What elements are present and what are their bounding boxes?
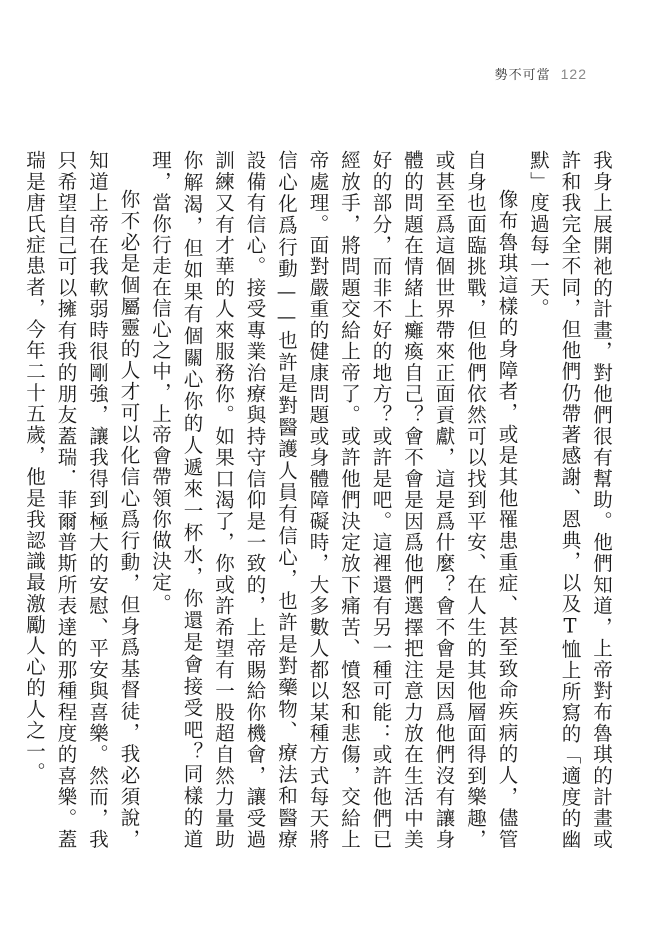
paragraph-1: 我身上展開祂的計畫，對他們很有幫助。他們知道，上帝對布魯琪的計畫或許和我完全不同，但他們仍帶著感謝、恩典，以及T恤上所寫的「適度的幽默」度過每一天。 bbox=[527, 150, 613, 850]
paragraph-3: 你不必是個屬靈的人才可以化信心爲行動，但身爲基督徒，我必須說，知道上帝在我軟弱時很剛強，讓我得到極大的安慰、平安與喜樂。然而，我只希望自己可以擁有我的朋友蓋瑞．菲爾普斯所表達的那種程度的喜樂。蓋瑞是唐氏症患者，今年二十五歲，他是我認識最激勵人心的人之一。 bbox=[23, 150, 141, 850]
book-title: 勢不可當 bbox=[494, 68, 551, 83]
paragraph-2: 像布魯琪這樣的身障者，或是其他罹患重症、甚至致命疾病的人，儘管自身也面臨挑戰，但他們依然可以找到平安、在人生的其他層面得到樂趣，或甚至爲這個世界帶來正面貢獻，這是爲什麼？會不會是因爲他們沒有讓身體的問題在情緒上癱瘓自己？會不會是因爲他們選擇把注意力放在生活中美好的部分，而非不好的地方？或許是吧。這裡還有另一種可能：或許他們已經放手，將問題交給上帝了。或許他們決定放下痛苦、憤怒和悲傷，交給上帝處理。面對嚴重的健康問題或身體障礙時，大多數人都以某種方式每天將信心化爲行動——也許是對醫護人員有信心，也許是對藥物、療法和醫療設備有信心。接受專業治療與持守信仰是一致的，上帝賜給你機會，讓受過訓練又有才華的人來服務你。如果口渴了，你或許希望有一股超自然力量助你解渴，但如果有個關心你的人遞來一杯水，你還是會接受吧？同樣的道理，當你行走在信心之中，上帝會帶領你做決定。 bbox=[149, 150, 519, 850]
vertical-text-body bbox=[23, 150, 617, 850]
page-number: 122 bbox=[560, 66, 587, 82]
running-header bbox=[495, 64, 587, 83]
